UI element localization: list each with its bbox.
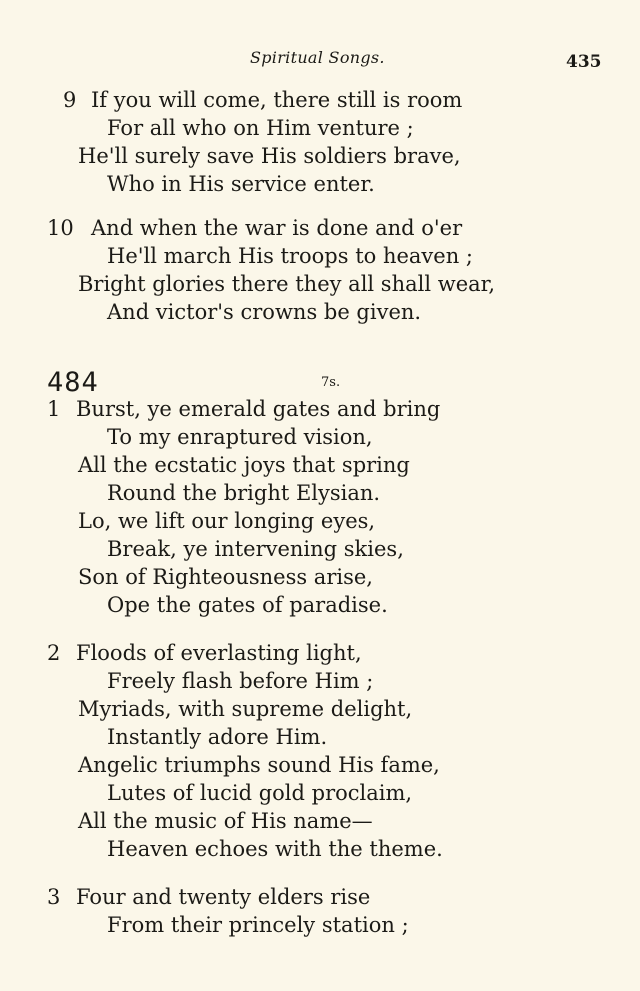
verse-line: Myriads, with supreme delight, bbox=[78, 697, 413, 721]
verse-line: Ope the gates of paradise. bbox=[107, 593, 388, 617]
verse-line: Lutes of lucid gold proclaim, bbox=[107, 781, 413, 805]
verse-line: If you will come, there still is room bbox=[91, 88, 463, 112]
verse-line: And victor's crowns be given. bbox=[107, 300, 422, 324]
verse-number: 3 bbox=[47, 885, 61, 909]
verse-line: Heaven echoes with the theme. bbox=[107, 837, 443, 861]
verse-line: And when the war is done and o'er bbox=[91, 216, 463, 240]
verse-line: Four and twenty elders rise bbox=[76, 885, 371, 909]
verse-line: Burst, ye emerald gates and bring bbox=[76, 397, 441, 421]
verse-number: 2 bbox=[47, 641, 61, 665]
verse-line: Angelic triumphs sound His fame, bbox=[78, 753, 440, 777]
verse-number: 9 bbox=[63, 88, 77, 112]
verse-line: Lo, we lift our longing eyes, bbox=[78, 509, 376, 533]
hymn-meter: 7s. bbox=[321, 375, 341, 390]
verse-line: Round the bright Elysian. bbox=[107, 481, 381, 505]
page-number: 435 bbox=[566, 52, 602, 72]
verse-line: From their princely station ; bbox=[107, 913, 409, 937]
verse-line: He'll march His troops to heaven ; bbox=[107, 244, 473, 268]
verse-line: For all who on Him venture ; bbox=[107, 116, 414, 140]
verse-line: To my enraptured vision, bbox=[107, 425, 373, 449]
verse-line: Break, ye intervening skies, bbox=[107, 537, 404, 561]
verse-number: 10 bbox=[47, 216, 74, 240]
verse-line: Instantly adore Him. bbox=[107, 725, 328, 749]
verse-number: 1 bbox=[47, 397, 61, 421]
verse-line: All the ecstatic joys that spring bbox=[78, 453, 410, 477]
verse-line: Bright glories there they all shall wear, bbox=[78, 272, 496, 296]
verse-line: Who in His service enter. bbox=[107, 172, 375, 196]
verse-line: Floods of everlasting light, bbox=[76, 641, 362, 665]
verse-line: He'll surely save His soldiers brave, bbox=[78, 144, 461, 168]
verse-line: Son of Righteousness arise, bbox=[78, 565, 373, 589]
verse-line: Freely flash before Him ; bbox=[107, 669, 374, 693]
hymn-number: 484 bbox=[47, 367, 99, 398]
verse-line: All the music of His name— bbox=[78, 809, 373, 833]
running-header-title: Spiritual Songs. bbox=[250, 48, 385, 67]
